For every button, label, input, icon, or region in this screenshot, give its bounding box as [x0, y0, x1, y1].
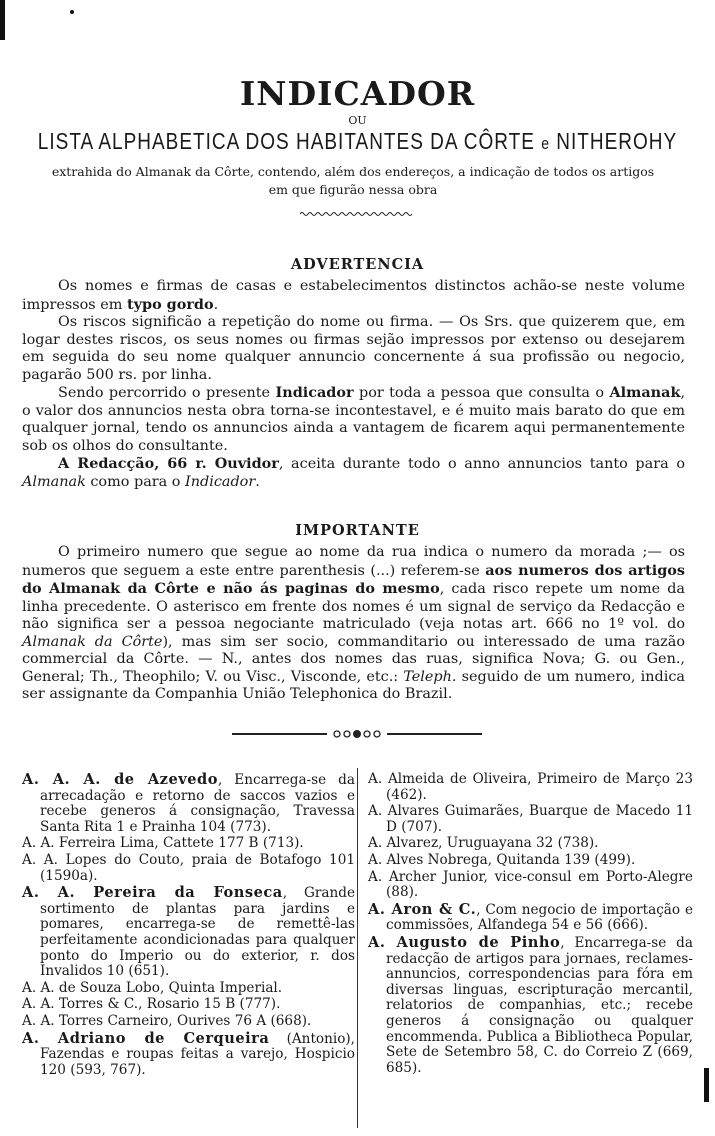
speck [70, 10, 74, 14]
entry-text: , vice-consul em Porto-Alegre (88). [386, 868, 693, 901]
entry-name: A. A. Lopes do Couto [22, 851, 180, 868]
importante-paragraph: O primeiro numero que segue ao nome da rua indica o numero da morada ;— os numeros que seguem a este entre parenthesis (...) referem-se aos numeros dos artigos do Almanak da Côrte e não ás paginas do mesmo, cada risco repete um nome da linha precedente. O asterisco em frente dos nomes é um signal de serviço da Redacção e não significa ser a pessoa negociante matriculado (veja notas art. 666 no 1º vol. do Almanak da Côrte), mas sim ser socio, commanditario ou interessado de uma razão commercial da Côrte. — N., antes dos nomes das ruas, significa Nova; G. ou Gen., General; Th., Theophilo; V. ou Visc., Visconde, etc.: Teleph. seguido de um numero, indica ser assignante da Companhia União Telephonica do Brazil. [22, 544, 686, 702]
directory-entry [22, 1031, 355, 1079]
entry-text: , Quitanda 139 (499). [487, 851, 636, 868]
directory-entry [22, 772, 355, 835]
entry-text: , Encarrega-se da redacção de artigos para jornaes, reclames-annuncios, correspondencias para fóra em diversas linguas, escripturação mercantil, relatorios de companhias, etc.; recebe generos á consignação ou qualquer encommenda. Publica a Bibliotheca Popular, Sete de Setembro 58, C. do Correio Z (669, 685). [386, 934, 693, 1076]
entry-text: , Uruguayana 32 (738). [438, 835, 599, 852]
entry-text: , Cattete 177 B (713). [154, 835, 304, 852]
subtitle-e: e [541, 133, 551, 153]
entries-left-column [22, 772, 355, 1079]
entry-text: , Com negocio de importação e commissões, Alfandega 54 e 56 (666). [386, 901, 693, 934]
advertencia-heading: ADVERTENCIA [290, 256, 425, 273]
advertencia-paragraph-2: Os riscos significão a repetição do nome ou firma. — Os Srs. que quizerem que, em logar destes riscos, os seus nomes ou firmas sejão impressos por extenso ou desejarem em seguida do seu nome qualquer annuncio concernente á sua profissão ou negocio, pagarão 500 rs. por linha. [22, 314, 685, 383]
ornament-divider [232, 728, 482, 740]
directory-entry [22, 836, 355, 852]
directory-entry [368, 804, 693, 835]
entries-right-column [368, 772, 693, 1077]
entry-name: A. A. Ferreira Lima [22, 835, 155, 852]
directory-entry [368, 853, 693, 869]
advertencia-paragraph-1: Os nomes e firmas de casas e estabelecimentos distinctos achão-se neste volume impressos em typo gordo. [22, 278, 685, 313]
entry-name: A. A. Torres Carneiro [22, 1012, 169, 1029]
subtitle-main: LISTA ALPHABETICA DOS HABITANTES DA CÔRTE [37, 129, 535, 155]
entry-name: A. A. Torres & C. [22, 996, 139, 1013]
entry-name: A. Adriano de Cerqueira [22, 1029, 270, 1047]
directory-entry [22, 997, 355, 1013]
advertencia-paragraph-4: A Redacção, 66 r. Ouvidor, aceita durante todo o anno annuncios tanto para o Almanak como para o Indicador. [22, 455, 685, 490]
entry-text: , Quinta Imperial. [159, 979, 283, 996]
directory-entry [368, 902, 693, 934]
entry-name: A. A. A. de Azevedo [22, 771, 218, 788]
corner-mark [0, 0, 5, 40]
entry-name: A. Almeida de Oliveira [368, 771, 528, 787]
entry-text: (Antonio), Fazendas e roupas feitas a varejo, Hospicio 120 (593, 767). [40, 1030, 355, 1078]
entry-name: A. Augusto de Pinho [368, 933, 561, 951]
subtitle [0, 130, 715, 156]
column-divider [357, 768, 358, 1128]
directory-entry [22, 853, 355, 884]
entry-text: , Grande sortimento de plantas para jardins e pomares, encarrega-se de remettê-las perfeitamente acondicionadas para qualquer ponto do Imperio ou do exterior, r. dos Invalidos 10 (651). [40, 885, 356, 980]
squiggle-rule [300, 210, 415, 218]
directory-entry [22, 981, 355, 997]
edge-mark [704, 1068, 709, 1102]
importante-body [22, 544, 685, 704]
entry-name: A. A. Pereira da Fonseca [22, 884, 283, 902]
page-title: INDICADOR [239, 74, 476, 113]
entry-text: , Encarrega-se da arrecadação e retorno de saccos vazios e recebe generos á consignação, Travessa Santa Rita 1 e Prainha 104 (773). [40, 772, 355, 835]
entry-text: , Ourives 76 A (668). [168, 1012, 312, 1029]
directory-entry [368, 836, 693, 852]
directory-entry [368, 870, 693, 901]
title-ou: OU [348, 114, 367, 127]
entry-text: , Rosario 15 B (777). [138, 996, 281, 1013]
entry-text: , Buarque de Macedo 11 D (707). [386, 803, 693, 835]
directory-entry [368, 935, 693, 1076]
entry-name: A. A. de Souza Lobo [22, 979, 160, 996]
importante-heading: IMPORTANTE [295, 522, 420, 539]
entry-name: A. Archer Junior [368, 868, 484, 885]
entry-name: A. Alves Nobrega [368, 851, 488, 868]
directory-entry [22, 885, 355, 980]
entry-text: , praia de Botafogo 101 (1590a). [40, 851, 355, 884]
entry-text: , Primeiro de Março 23 (462). [386, 771, 693, 803]
subtitle-end: NITHEROHY [556, 129, 678, 155]
advertencia-body [22, 278, 685, 491]
entry-name: A. Alvarez [368, 835, 439, 852]
entry-name: A. Aron & C. [368, 900, 477, 918]
directory-entry [368, 772, 693, 803]
entry-name: A. Alvares Guimarães [368, 803, 520, 820]
directory-entry [22, 1014, 355, 1030]
subtitle-extract: extrahida do Almanak da Côrte, contendo, além dos endereços, a indicação de todos os artigos em que figurão nessa obra [51, 164, 655, 197]
advertencia-paragraph-3: Sendo percorrido o presente Indicador por toda a pessoa que consulta o Almanak, o valor dos annuncios nesta obra torna-se incontestavel, e é muito mais barato do que em qualquer jornal, tendo os annuncios ainda a vantagem de ficarem aqui permanentemente sob os olhos do consultante. [22, 384, 686, 454]
